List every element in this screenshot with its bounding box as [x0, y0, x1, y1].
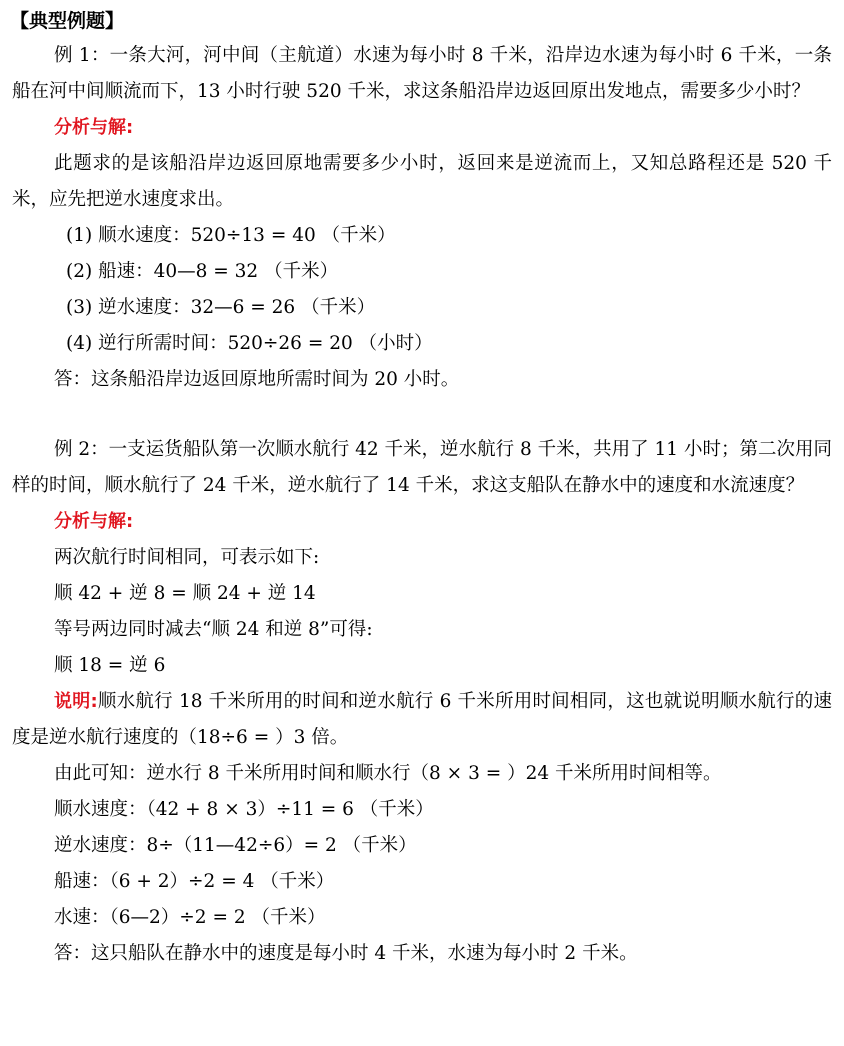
example-2-answer: 答：这只船队在静水中的速度是每小时 4 千米，水速为每小时 2 千米。	[54, 943, 638, 964]
note-label: 说明:	[54, 691, 98, 712]
example-1-step-4: (4) 逆行所需时间：520÷26 = 20 （小时）	[66, 333, 433, 354]
example-2-line-b3: 逆水速度：8÷（11—42÷6）= 2 （千米）	[54, 835, 417, 856]
example-1-step-3: (3) 逆水速度：32—6 = 26 （千米）	[66, 297, 376, 318]
analysis-label: 分析与解:	[54, 117, 134, 138]
example-1	[12, 38, 832, 398]
example-2-line-b2: 顺水速度：（42 + 8 × 3）÷11 = 6 （千米）	[54, 799, 434, 820]
example-1-question: 例 1：一条大河，河中间（主航道）水速为每小时 8 千米，沿岸边水速为每小时 6 千米，一条船在河中间顺流而下，13 小时行驶 520 千米，求这条船沿岸边返回原出发地点，需要多少小时？	[12, 45, 832, 102]
example-1-analysis-label	[12, 110, 832, 146]
example-2-line-a2: 顺 42 + 逆 8 = 顺 24 + 逆 14	[54, 583, 316, 604]
example-1-step-1: (1) 顺水速度：520÷13 = 40 （千米）	[66, 225, 396, 246]
section-heading: 【典型例题】	[10, 10, 125, 32]
example-2-line-a3: 等号两边同时减去“顺 24 和逆 8”可得:	[54, 619, 373, 640]
note-text: 顺水航行 18 千米所用的时间和逆水航行 6 千米所用时间相同，这也就说明顺水航行的速度是逆水航行速度的（18÷6 = ）3 倍。	[12, 691, 833, 748]
example-2-line-b4: 船速：（6 + 2）÷2 = 4 （千米）	[54, 871, 335, 892]
example-1-step-2: (2) 船速：40—8 = 32 （千米）	[66, 261, 339, 282]
example-2-note	[12, 684, 832, 756]
spacer	[12, 398, 832, 432]
example-2-line-a1: 两次航行时间相同，可表示如下:	[54, 547, 320, 568]
example-2-analysis-label	[12, 504, 832, 540]
analysis-label: 分析与解:	[54, 511, 134, 532]
example-1-answer: 答：这条船沿岸边返回原地所需时间为 20 小时。	[54, 369, 460, 390]
example-2-line-b1: 由此可知：逆水行 8 千米所用时间和顺水行（8 × 3 = ）24 千米所用时间相等。	[54, 763, 722, 784]
example-2-line-b5: 水速：（6—2）÷2 = 2 （千米）	[54, 907, 326, 928]
example-2	[12, 432, 832, 972]
example-2-line-a4: 顺 18 = 逆 6	[54, 655, 166, 676]
example-1-intro: 此题求的是该船沿岸边返回原地需要多少小时，返回来是逆流而上，又知总路程还是 520 千米，应先把逆水速度求出。	[12, 153, 832, 210]
example-2-question: 例 2：一支运货船队第一次顺水航行 42 千米，逆水航行 8 千米，共用了 11 小时；第二次用同样的时间，顺水航行了 24 千米，逆水航行了 14 千米，求这支船队在静水中的速度和水流速度？	[12, 439, 832, 496]
